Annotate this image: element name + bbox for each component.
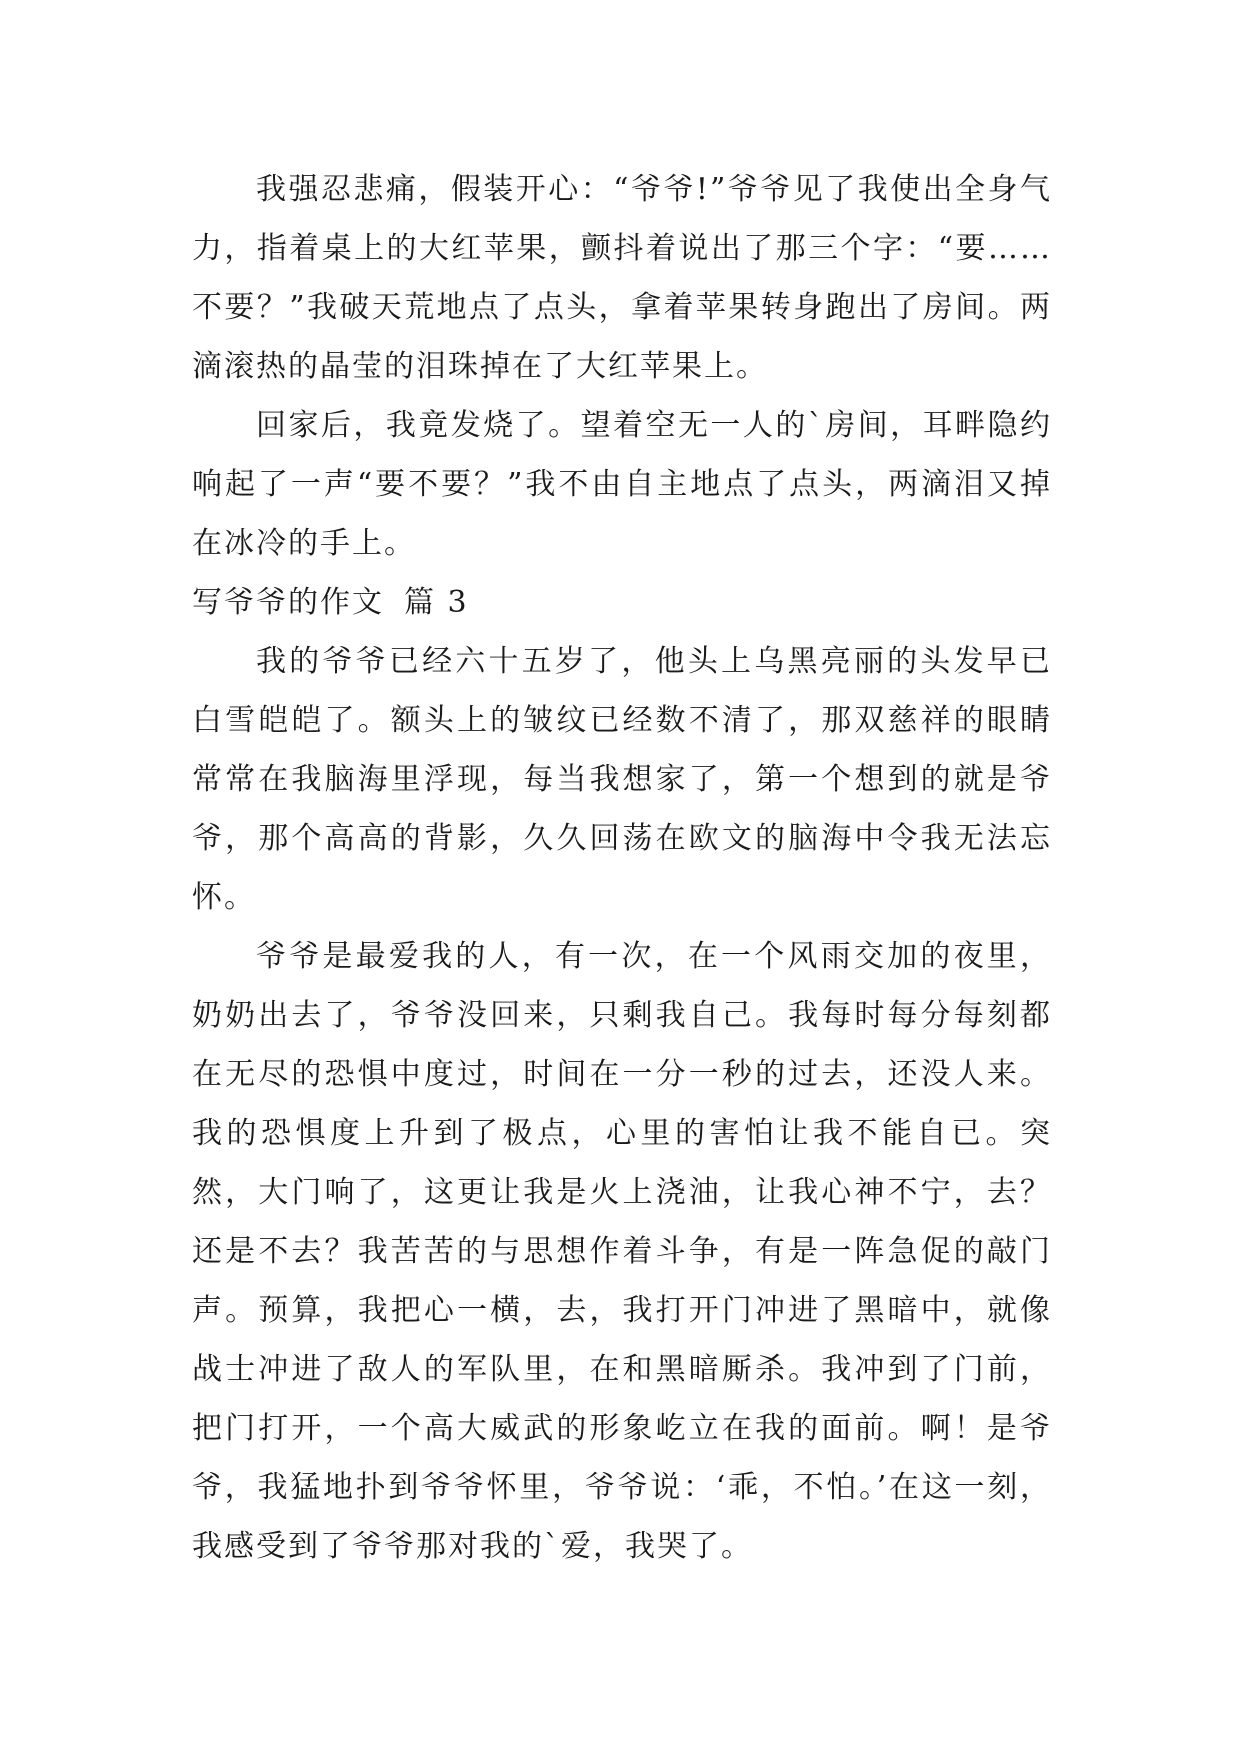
section-heading — [192, 573, 1052, 632]
paragraph-4: 爷爷是最爱我的人，有一次，在一个风雨交加的夜里，奶奶出去了，爷爷没回来，只剩我自己。我每时每分每刻都在无尽的恐惧中度过，时间在一分一秒的过去，还没人来。我的恐惧度上升到了极点，心里的害怕让我不能自已。突然，大门响了，这更让我是火上浇油，让我心神不宁，去？还是不去？我苦苦的与思想作着斗争，有是一阵急促的敲门声。预算，我把心一横，去，我打开门冲进了黑暗中，就像战士冲进了敌人的军队里，在和黑暗厮杀。我冲到了门前，把门打开，一个高大威武的形象屹立在我的面前。啊！是爷爷，我猛地扑到爷爷怀里，爷爷说：‘乖，不怕。’在这一刻，我感受到了爷爷那对我的`爱，我哭了。 — [192, 939, 1052, 1564]
section-heading-part: 篇 3 — [404, 585, 469, 620]
paragraph-1: 我强忍悲痛，假装开心：“爷爷!”爷爷见了我使出全身气力，指着桌上的大红苹果，颤抖着说出了那三个字：“要……不要？”我破天荒地点了点头，拿着苹果转身跑出了房间。两滴滚热的晶莹的泪珠掉在了大红苹果上。 — [192, 172, 1052, 384]
section-heading-title: 写爷爷的作文 — [192, 585, 384, 620]
essay-body — [192, 160, 1052, 1576]
paragraph-3: 我的爷爷已经六十五岁了，他头上乌黑亮丽的头发早已白雪皑皑了。额头上的皱纹已经数不清了，那双慈祥的眼睛常常在我脑海里浮现，每当我想家了，第一个想到的就是爷爷，那个高高的背影，久久回荡在欧文的脑海中令我无法忘怀。 — [192, 644, 1052, 915]
paragraph-2: 回家后，我竟发烧了。望着空无一人的`房间，耳畔隐约响起了一声“要不要？”我不由自主地点了点头，两滴泪又掉在冰冷的手上。 — [192, 408, 1052, 561]
